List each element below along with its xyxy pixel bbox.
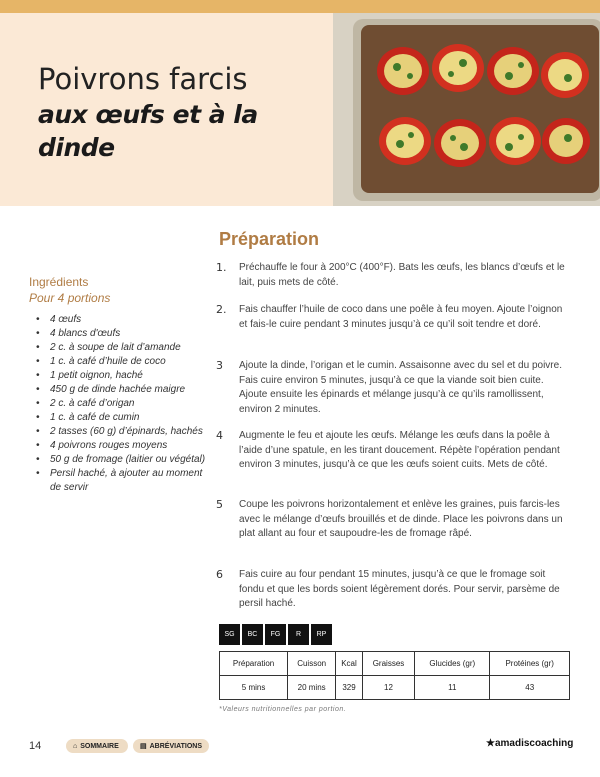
- diet-code-badge: FG: [265, 624, 286, 645]
- nutrition-value: 20 mins: [288, 676, 336, 700]
- recipe-title: Poivrons farcis: [38, 62, 248, 96]
- ingredient-item: • 2 c. à soupe de lait d’amande: [36, 342, 181, 353]
- home-icon: ⌂: [73, 742, 78, 750]
- step-number: 5: [216, 498, 223, 511]
- top-accent-strip: [0, 0, 600, 13]
- ingredient-item: • 1 petit oignon, haché: [36, 370, 143, 381]
- step-text: Ajoute la dinde, l’origan et le cumin. Assaisonne avec du sel et du poivre. Fais cuire environ 5 minutes, jusqu’à ce que la viande soit bien cuite. Ajoute ensuite les épinards et mélange jusqu’à ce qu’ils ramollissent, environ 2 minutes.: [239, 360, 562, 415]
- nutrition-value: 43: [490, 676, 570, 700]
- page-number: 14: [29, 740, 42, 752]
- ingredient-item: • 4 blancs d'œufs: [36, 328, 121, 339]
- step-number: 3: [216, 359, 223, 372]
- nutrition-header: Protéines (gr): [490, 652, 570, 676]
- nutrition-table: [219, 651, 570, 700]
- preparation-heading: Préparation: [219, 229, 320, 249]
- ingredient-item: • 1 c. à café de cumin: [36, 412, 140, 423]
- step-text: Fais cuire au four pendant 15 minutes, jusqu’à ce que le fromage soit fondu et que les bords soient légèrement dorés. Pour servir, parsème de persil haché.: [239, 569, 560, 609]
- ingredients-heading: Ingrédients: [29, 275, 89, 289]
- book-icon: ▤: [140, 743, 147, 750]
- ingredient-item: • 1 c. à café d’huile de coco: [36, 356, 166, 367]
- nutrition-header: Préparation: [220, 652, 288, 676]
- ingredient-item: • Persil haché, à ajouter au moment de servir: [36, 468, 203, 493]
- nutrition-header-row: [220, 652, 570, 676]
- ingredient-item: • 50 g de fromage (laitier ou végétal): [36, 454, 206, 465]
- portions-label: Pour 4 portions: [29, 291, 111, 305]
- nutrition-value: 11: [415, 676, 490, 700]
- nutrition-value: 5 mins: [220, 676, 288, 700]
- nutrition-value-row: [220, 676, 570, 700]
- nutrition-value: 329: [336, 676, 363, 700]
- step-text: Coupe les poivrons horizontalement et enlève les graines, puis farcis-les avec le mélange d’œufs brouillés et de dinde. Place les poivrons dans un plat allant au four et saupoudre-les de fromage râpé.: [239, 499, 563, 539]
- diet-code-badge: BC: [242, 624, 263, 645]
- ingredient-item: • 450 g de dinde hachée maigre: [36, 384, 186, 395]
- ingredient-item: • 2 tasses (60 g) d’épinards, hachés: [36, 426, 203, 437]
- step-text: Fais chauffer l’huile de coco dans une poêle à feu moyen. Ajoute l’oignon et fais-le cuire pendant 3 minutes jusqu’à ce qu’il soit tendre et doré.: [239, 304, 563, 330]
- star-icon: ★: [486, 738, 495, 749]
- step-number: 4: [216, 429, 223, 442]
- nutrition-footnote: *Valeurs nutritionnelles par portion.: [219, 706, 347, 713]
- recipe-subtitle: aux œufs et à la dinde: [38, 100, 258, 162]
- nutrition-header: Cuisson: [288, 652, 336, 676]
- diet-code-badge: SG: [219, 624, 240, 645]
- brand-name: amadiscoaching: [494, 738, 574, 749]
- ingredients-list: [36, 313, 211, 495]
- diet-code-badges: [219, 624, 332, 645]
- abbreviations-link-label: ABRÉVIATIONS: [149, 742, 202, 750]
- diet-code-badge: R: [288, 624, 309, 645]
- nutrition-header: Glucides (gr): [415, 652, 490, 676]
- abbreviations-link-button[interactable]: [133, 739, 209, 753]
- stuffed-peppers-illustration: [333, 13, 600, 206]
- step-number: 6: [216, 568, 223, 581]
- ingredient-item: • 2 c. à café d’origan: [36, 398, 135, 409]
- step-number: 2.: [216, 303, 227, 316]
- nutrition-value: 12: [362, 676, 414, 700]
- nutrition-header: Graisses: [362, 652, 414, 676]
- step-number: 1.: [216, 261, 227, 274]
- nutrition-header: Kcal: [336, 652, 363, 676]
- diet-code-badge: RP: [311, 624, 332, 645]
- brand-logo: [486, 738, 573, 749]
- recipe-photo: [333, 13, 600, 206]
- ingredient-item: • 4 poivrons rouges moyens: [36, 440, 168, 451]
- summary-link-label: SOMMAIRE: [80, 742, 119, 750]
- summary-link-button[interactable]: [66, 739, 128, 753]
- step-text: Augmente le feu et ajoute les œufs. Mélange les œufs dans la poêle à l’aide d’une spatule, en les tirant doucement. Répète l’opération pendant environ 3 minutes, jusqu’à ce que les œufs soient cuits. Mets de côté.: [239, 430, 560, 470]
- step-text: Préchauffe le four à 200°C (400°F). Bats les œufs, les blancs d’œufs et le lait, puis mets de côté.: [239, 262, 565, 288]
- ingredient-item: • 4 œufs: [36, 314, 82, 325]
